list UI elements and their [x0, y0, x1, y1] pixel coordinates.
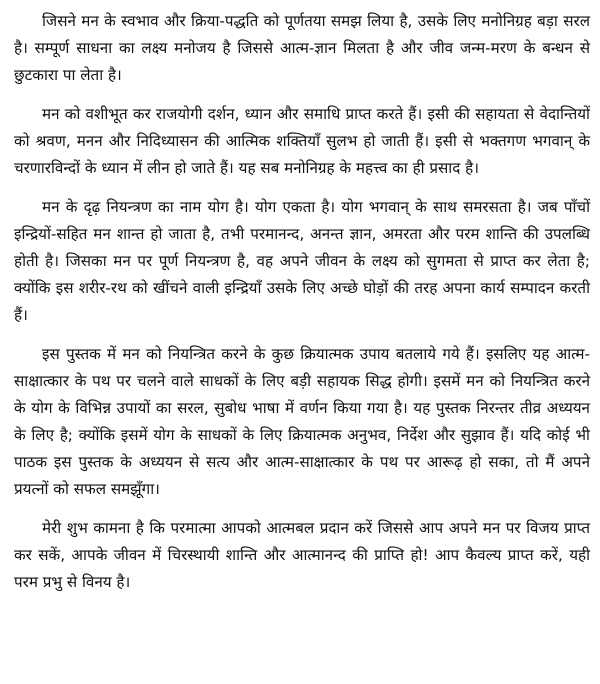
paragraph-3: मन के दृढ़ नियन्त्रण का नाम योग है। योग एकता है। योग भगवान् के साथ समरसता है। जब पाँचों इन्द्रियों-सहित मन शान्त हो जाता है, तभी परमानन्द, अनन्त ज्ञान, अमरता और परम शान्ति की उपलब्धि होती है। जिसका मन पर पूर्ण नियन्त्रण है, वह अपने जीवन के लक्ष्य को सुगमता से प्राप्त कर लेता है; क्योंकि इस शरीर-रथ को खींचने वाली इन्द्रियाँ उसके लिए अच्छे घोड़ों की तरह अपना कार्य सम्पादन करती हैं। [14, 198, 590, 324]
paragraph-5: मेरी शुभ कामना है कि परमात्मा आपको आत्मबल प्रदान करें जिससे आप अपने मन पर विजय प्राप्त कर सकें, आपके जीवन में चिरस्थायी शान्ति और आत्मानन्द की प्राप्ति हो! आप कैवल्य प्राप्त करें, यही परम प्रभु से विनय है। [14, 519, 590, 591]
paragraph-1: जिसने मन के स्वभाव और क्रिया-पद्धति को पूर्णतया समझ लिया है, उसके लिए मनोनिग्रह बड़ा सरल है। सम्पूर्ण साधना का लक्ष्य मनोजय है जिससे आत्म-ज्ञान मिलता है और जीव जन्म-मरण के बन्धन से छुटकारा पा लेता है। [14, 12, 590, 84]
paragraph-2: मन को वशीभूत कर राजयोगी दर्शन, ध्यान और समाधि प्राप्त करते हैं। इसी की सहायता से वेदान्तियों को श्रवण, मनन और निदिध्यासन की आत्मिक शक्तियाँ सुलभ हो जाती हैं। इसी से भक्तगण भगवान् के चरणारविन्दों के ध्यान में लीन हो जाते हैं। यह सब मनोनिग्रह के महत्त्व का ही प्रसाद है। [14, 105, 590, 177]
paragraph-4: इस पुस्तक में मन को नियन्त्रित करने के कुछ क्रियात्मक उपाय बतलाये गये हैं। इसलिए यह आत्म-साक्षात्कार के पथ पर चलने वाले साधकों के लिए बड़ी सहायक सिद्ध होगी। इसमें मन को नियन्त्रित करने के योग के विभिन्न उपायों का सरल, सुबोध भाषा में वर्णन किया गया है। यह पुस्तक निरन्तर तीव्र अध्ययन के लिए है; क्योंकि इसमें योग के साधकों के लिए क्रियात्मक अनुभव, निर्देश और सुझाव हैं। यदि कोई भी पाठक इस पुस्तक के अध्ययन से सत्य और आत्म-साक्षात्कार के पथ पर आरूढ़ हो सका, तो मैं अपने प्रयत्नों को सफल समझूँगा। [14, 345, 590, 498]
